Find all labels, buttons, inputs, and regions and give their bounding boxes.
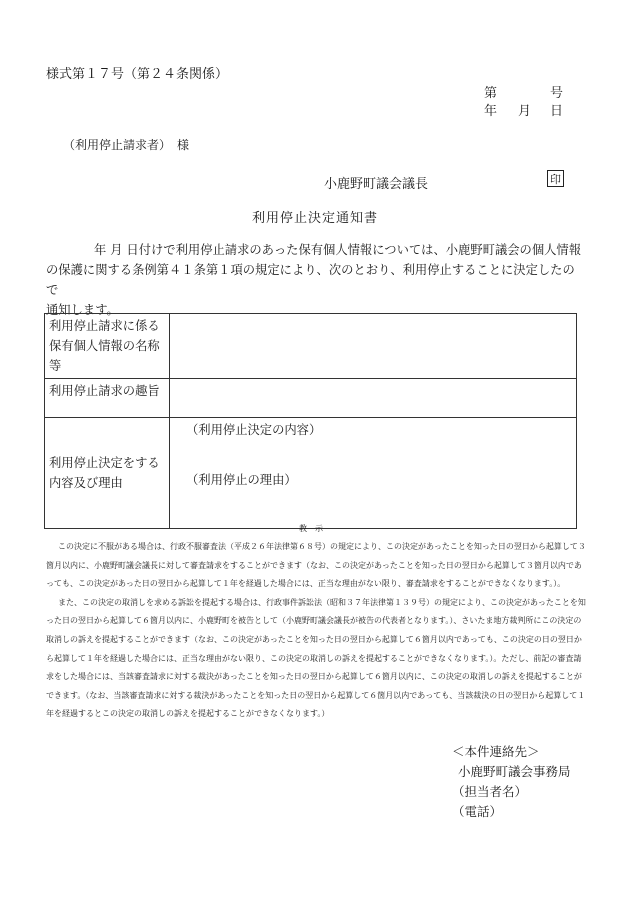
row-label-purpose: 利用停止請求の趣旨 [45,379,170,418]
row-value-decision [170,418,577,529]
recipient: （利用停止請求者） 様 [63,138,190,152]
row-value-purpose [170,379,577,418]
form-number: 様式第１７号（第２４条関係） [46,67,229,82]
row-value-info-name [170,314,577,379]
date-month: 月 [518,104,532,119]
contact-person: （担当者名） [452,784,528,799]
document-number-suffix: 号 [550,86,564,101]
row-label-decision: 利用停止決定をする内容及び理由 [45,418,170,529]
table-row [45,314,577,379]
row-label-info-name: 利用停止請求に係る保有個人情報の名称等 [45,314,170,379]
document-number-prefix: 第 [484,86,498,101]
body-line-2: の保護に関する条例第４１条第１項の規定により、次のとおり、利用停止することに決定したので [46,263,575,297]
seal-icon: 印 [547,170,564,187]
contact-heading: ＜本件連絡先＞ [452,744,540,759]
notice-title: 教示 [299,524,331,533]
table-row [45,379,577,418]
sender-name: 小鹿野町議会議長 [324,177,429,192]
decision-reason-heading: （利用停止の理由） [186,473,297,487]
body-text [46,240,586,320]
decision-content-heading: （利用停止決定の内容） [186,423,322,437]
date-year: 年 [484,104,498,119]
document-title: 利用停止決定通知書 [251,211,378,226]
notice-paragraph-2: また、この決定の取消しを求める訴訟を提起する場合は、行政事件訴訟法（昭和３７年法律第１３９号）の規定により、この決定があったことを知った日の翌日から起算して６箇月以内に、小鹿野町を被告として（小鹿野町議会議長が被告の代表者となります。）、さいたま地方裁判所にこの決定の取消しの訴えを提起することができます（なお、この決定があったことを知った日の翌日から起算して６箇月以内であっても、この決定の日の翌日から起算して１年を経過した場合には、正当な理由がない限り、この決定の取消しの訴えを提起することができなくなります。）。ただし、前記の審査請求をした場合には、当該審査請求に対する裁決があったことを知った日の翌日から起算して６箇月以内に、この決定の取消しの訴えを提起することができます。（なお、当該審査請求に対する裁決があったことを知った日の翌日から起算して６箇月以内であっても、当該裁決の日の翌日から起算して１年を経過するとこの決定の取消しの訴えを提起することができなくなります。） [46,597,586,719]
table-row [45,418,577,529]
notice-text [46,538,586,724]
body-line-1: 年 月 日付けで利用停止請求のあった保有個人情報については、小鹿野町議会の個人情報 [94,243,582,257]
notice-paragraph-1: この決定に不服がある場合は、行政不服審査法（平成２６年法律第６８号）の規定により、この決定があったことを知った日の翌日から起算して３箇月以内に、小鹿野町議会議長に対して審査請求をすることができます（なお、この決定があったことを知った日の翌日から起算して３箇月以内であっても、この決定があった日の翌日から起算して１年を経過した場合には、正当な理由がない限り、審査請求をすることができなくなります。）。 [46,542,586,589]
date-day: 日 [550,104,564,119]
contact-phone: （電話） [452,804,503,819]
contact-office: 小鹿野町議会事務局 [458,764,571,779]
contact-block [452,742,622,822]
info-table [44,313,577,529]
body-line-3: 通知します。 [46,303,119,317]
